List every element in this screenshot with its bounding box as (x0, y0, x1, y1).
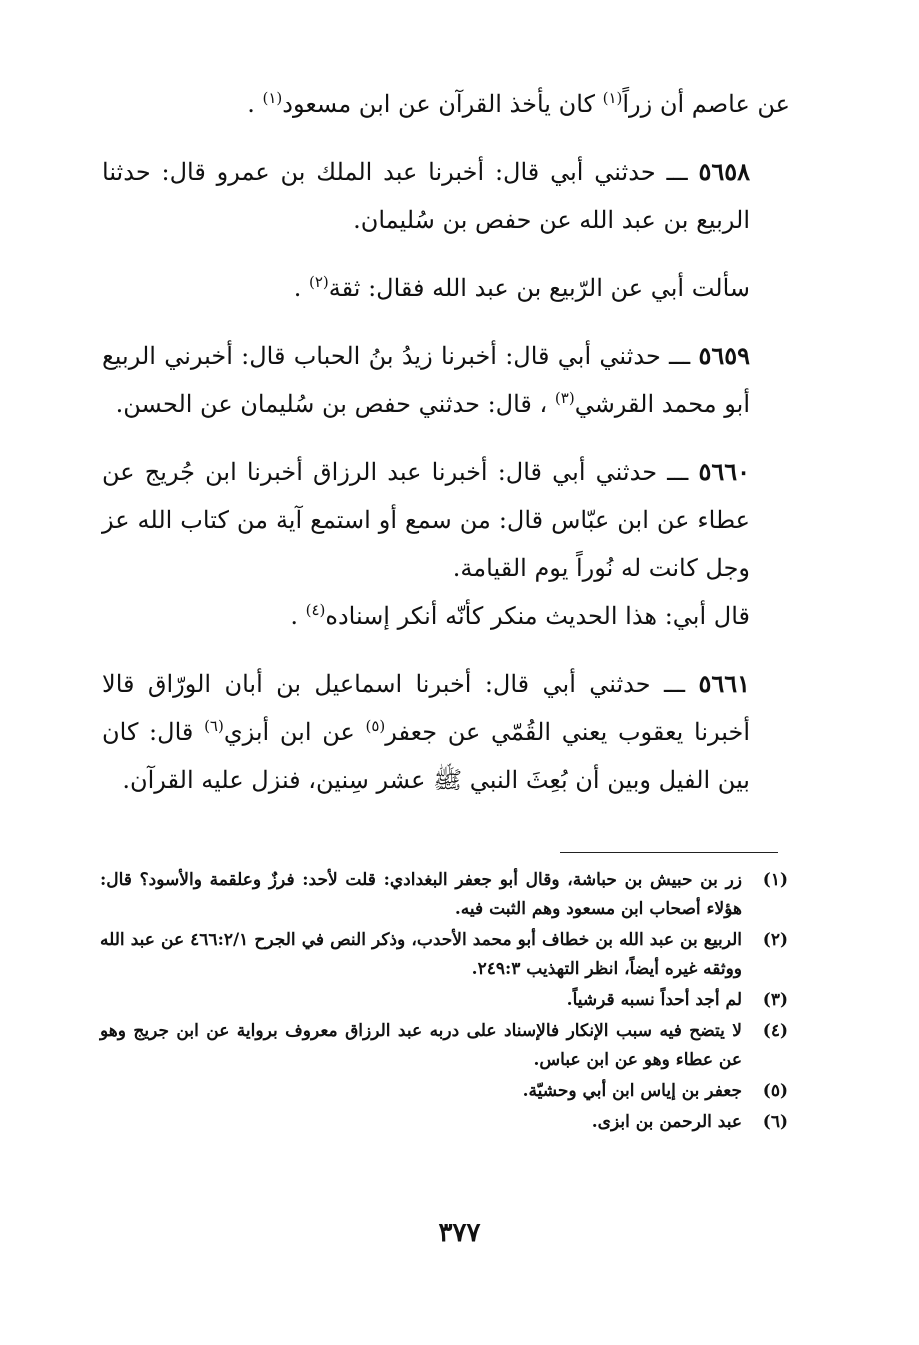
footnote-number: (٤) (762, 1021, 788, 1041)
footnote (100, 986, 790, 1015)
footnotes (100, 866, 790, 1139)
footnote-text: الربيع بن عبد الله بن خطاف أبو محمد الأحدب، وذكر النص في الجرح ٤٦٦:٢/١ عن عبد الله ووثقه غيره أيضاً، انظر التهذيب ٢٤٩:٣. (100, 930, 743, 979)
footnote-ref: (٢) (308, 273, 329, 291)
text-run: ـــ حدثني أبي قال: أخبرنا عبد الملك بن عمرو قال: حدثنا الربيع بن عبد الله عن حفص بن سُليمان. (102, 158, 750, 234)
footnote-text: زر بن حبيش بن حباشة، وقال أبو جعفر البغدادي: قلت لأحد: فرزٌ وعلقمة والأسود؟ قال: هؤلاء أصحاب ابن مسعود وهم الثبت فيه. (100, 870, 742, 919)
footnote-number: (٣) (762, 990, 788, 1010)
text-run: قال: كان بين الفيل وبين أن بُعِثَ النبي ﷺ عشر سِنين، فنزل عليه القرآن. (102, 718, 750, 794)
footnote-text: عبد الرحمن بن ابزى. (591, 1112, 742, 1132)
text-run: ، قال: حدثني حفص بن سُليمان عن الحسن. (115, 390, 555, 418)
footnote-text: لم أجد أحداً نسبه قرشياً. (566, 990, 742, 1010)
hadith-5661 (102, 660, 790, 804)
paragraph (102, 80, 790, 128)
footnote-ref: (٤) (305, 601, 326, 619)
footnote-ref: (٣) (554, 389, 575, 407)
text-run: قال أبي: هذا الحديث منكر كأنّه أنكر إسناده (325, 602, 750, 630)
paragraph (102, 264, 790, 312)
text-run: عن عاصم أن زراً (622, 90, 790, 118)
hadith-5659 (102, 332, 790, 428)
hadith-number: ٥٦٥٨ (698, 157, 750, 186)
hadith-5658 (102, 148, 790, 244)
footnote (100, 926, 790, 984)
hadith-5660 (102, 448, 790, 592)
footnote-divider (560, 852, 778, 853)
text-run: . (293, 274, 309, 302)
page-number: ٣٧٧ (438, 1218, 481, 1248)
footnote-ref: (١) (262, 89, 283, 107)
text-run: سألت أبي عن الرّبيع بن عبد الله فقال: ثقة (328, 274, 750, 302)
footnote-ref: (١) (602, 89, 623, 107)
hadith-number: ٥٦٦٠ (698, 457, 750, 486)
paragraph (102, 592, 790, 640)
text-run: . (247, 90, 263, 118)
footnote-number: (٢) (762, 930, 788, 950)
footnote-text: لا يتضح فيه سبب الإنكار فالإسناد على دربه عبد الرزاق معروف برواية عن ابن جريج وهو عن عطاء وهو عن ابن عباس. (100, 1021, 742, 1070)
hadith-number: ٥٦٦١ (698, 669, 750, 698)
text-run: . (290, 602, 306, 630)
footnote-ref: (٥) (365, 717, 386, 735)
text-run: ـــ حدثني أبي قال: أخبرنا زيدُ بنُ الحباب قال: أخبرني الربيع أبو محمد القرشي (102, 342, 750, 418)
footnote-number: (٥) (762, 1081, 788, 1101)
footnote-ref: (٦) (204, 717, 224, 735)
footnote-text: جعفر بن إياس ابن أبي وحشيّة. (522, 1081, 742, 1101)
hadith-number: ٥٦٥٩ (698, 341, 750, 370)
footnote-number: (٦) (762, 1112, 788, 1132)
text-run: عن ابن أبزي (223, 718, 366, 746)
footnote (100, 1017, 790, 1075)
footnote (100, 1077, 790, 1106)
main-text (102, 80, 790, 804)
footnote-number: (١) (762, 870, 788, 890)
text-run: ـــ حدثني أبي قال: أخبرنا عبد الرزاق أخبرنا ابن جُريج عن عطاء عن ابن عبّاس قال: من سمع أو استمع آية من كتاب الله عز وجل كانت له نُوراً يوم القيامة. (102, 458, 750, 582)
text-run: ـــ حدثني أبي قال: أخبرنا اسماعيل بن أبان الورّاق قالا أخبرنا يعقوب يعني القُمّي عن جعفر (102, 670, 750, 746)
footnote (100, 1108, 790, 1137)
footnote (100, 866, 790, 924)
text-run: كان يأخذ القرآن عن ابن مسعود (282, 90, 603, 118)
